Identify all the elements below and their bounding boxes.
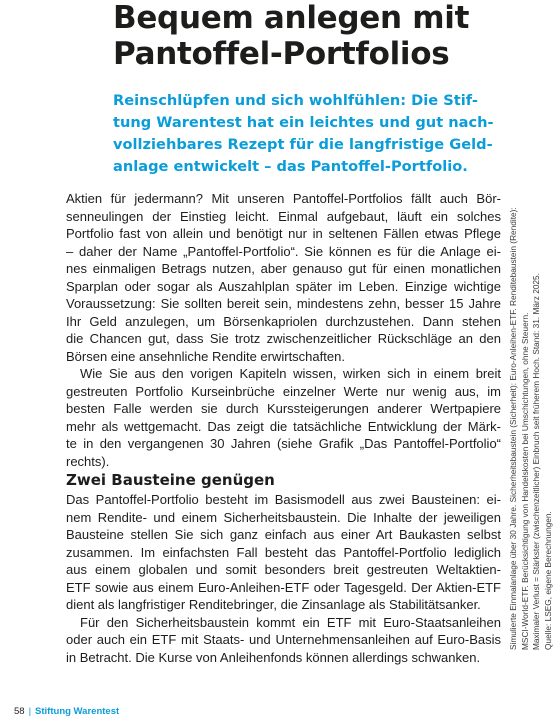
lead-line: vollziehbares Rezept für die langfristige Geld- (113, 136, 493, 153)
body-line: Ihr Geld anzulegen, um Börsenkapriolen durchzustehen. Dann stehen (66, 313, 501, 329)
note-line: Maximaler Verlust = Stärkster (zwischenzeitlicher) Einbruch seit früherem Hoch. Stand: 31. März 2025. (531, 273, 541, 650)
body-section-intro (66, 190, 501, 470)
lead-line: Reinschlüpfen und sich wohlfühlen: Die Stif- (113, 92, 478, 109)
body-line: Aktien für jedermann? Mit unseren Pantoffel-Portfolios fällt auch Bör- (66, 191, 501, 206)
body-line: oder auch ein ETF mit Staats- und Unternehmensanleihen auf Euro-Basis (66, 632, 501, 647)
title-line: Pantoffel-Portfolios (113, 36, 450, 72)
footer-separator: | (28, 706, 32, 717)
page-number: 58 (14, 706, 25, 717)
body-line: dient als langfristiger Renditebringer, die Zinsanlage als Stabilitätsanker. (66, 597, 481, 612)
body-line: ETF sowie aus einem Euro-Anleihen-ETF oder Tagesgeld. Der Aktien-ETF (66, 579, 501, 595)
body-line: Für den Sicherheitsbaustein kommt ein ETF mit Euro-Staatsanleihen (80, 614, 501, 630)
body-line: Das Pantoffel-Portfolio besteht im Basismodell aus zwei Bausteinen: ei- (66, 492, 501, 507)
body-line: nes einmaligen Betrags nutzen, aber genauso gut für einen monatlichen (66, 261, 501, 276)
body-section-bausteine (66, 491, 501, 666)
body-line: in Betracht. Die Kurse von Anleihenfonds können allerdings schwanken. (66, 649, 481, 665)
chart-source-note (508, 150, 554, 650)
body-line: rechts). (66, 453, 110, 469)
body-line: zusammen. Im einfachsten Fall besteht das Pantoffel-Portfolio lediglich (66, 544, 501, 560)
body-line: Portfolio fast von allein und benötigt nur in seltenen Fällen etwas Pflege (66, 226, 501, 241)
body-line: mehr als wettgemacht. Das zeigt die tatsächliche Entwicklung der Märk- (66, 418, 501, 434)
body-line: Sparplan oder sogar als Auszahlplan später im Leben. Einzige wichtige (66, 278, 501, 294)
note-line: Simulierte Einmalanlage über 30 Jahre. Sicherheitsbaustein (Sicherheit): Euro-Anleihen-ETF. Renditebaustein (Rendite): (508, 207, 518, 650)
body-line: – daher der Name „Pantoffel-Portfolio“. Sie können es für die Anlage ei- (66, 243, 501, 259)
body-line: die Chancen gut, dass Sie trotz zwischenzeitlicher Rückschläge an den (66, 331, 501, 346)
body-line: Bausteine stellen Sie sich ganz einfach aus einer Art Baukasten selbst (66, 527, 501, 542)
page-footer (14, 706, 119, 717)
publisher-brand: Stiftung Warentest (35, 706, 120, 717)
note-line: MSCI-World-ETF. Berücksichtigung von Handelskosten bei Umschichtungen, ohne Steuern. (519, 312, 530, 650)
section-heading: Zwei Bausteine genügen (66, 471, 275, 489)
article-title (113, 0, 533, 72)
note-line: Quelle: LSEG, eigene Berechnungen. (542, 511, 553, 650)
body-line: te in den vergangenen 30 Jahren (siehe Grafik „Das Pantoffel-Portfolio“ (66, 436, 501, 451)
lead-paragraph (113, 90, 493, 178)
body-line: aus einem globalen und somit besonders breit gestreuten Weltaktien- (66, 562, 501, 577)
lead-line: anlage entwickelt – das Pantoffel-Portfolio. (113, 158, 468, 175)
body-line: Börsen eine ansehnliche Rendite erwirtschaften. (66, 348, 345, 364)
body-line: gestreuten Portfolio Kurseinbrüche einzelner Werte nur wenig aus, im (66, 383, 501, 399)
body-line: besten Falle werden sie durch Kurssteigerungen anderer Wertpapiere (66, 401, 501, 416)
lead-line: tung Warentest hat ein leichtes und gut nach- (113, 114, 494, 131)
body-line: Voraussetzung: Sie sollten bereit sein, mindestens zehn, besser 15 Jahre (66, 296, 501, 311)
body-line: senneulingen der Einstieg leicht. Einmal aufgebaut, läuft ein solches (66, 208, 501, 224)
body-line: Wie Sie aus den vorigen Kapiteln wissen, wirken sich in einem breit (80, 366, 501, 381)
title-line: Bequem anlegen mit (113, 0, 470, 36)
body-line: nem Rendite- und einem Sicherheitsbaustein. Die Inhalte der jeweiligen (66, 509, 501, 525)
